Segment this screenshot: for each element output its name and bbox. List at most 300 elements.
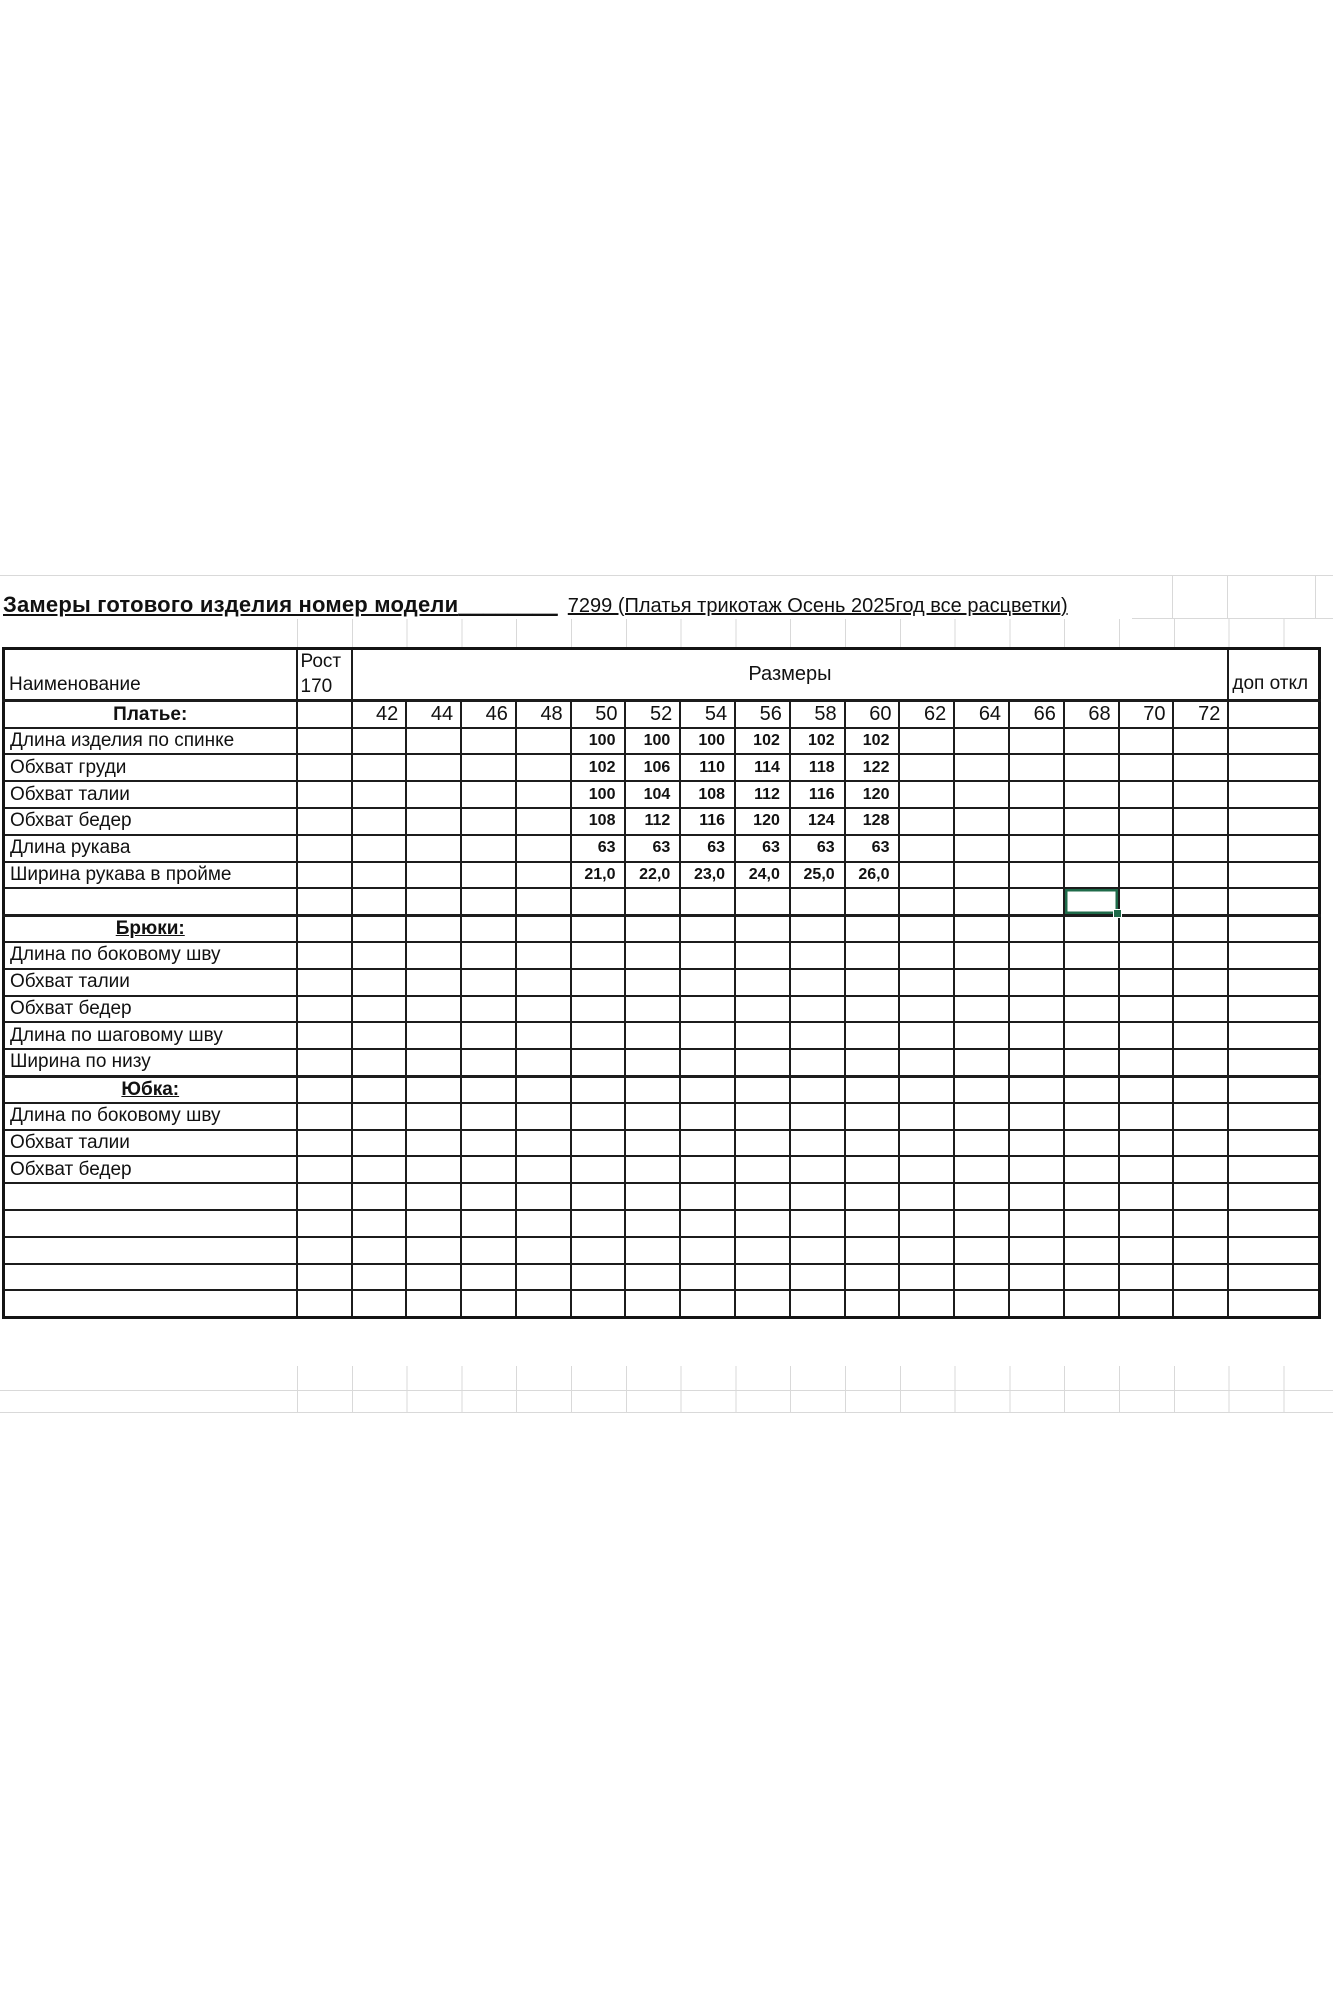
size-cell[interactable] bbox=[1119, 915, 1174, 942]
size-cell[interactable]: 50 bbox=[571, 701, 626, 728]
size-cell[interactable] bbox=[352, 808, 407, 835]
size-cell[interactable]: 44 bbox=[406, 701, 461, 728]
size-cell[interactable] bbox=[899, 862, 954, 889]
rost-cell[interactable] bbox=[297, 1049, 352, 1076]
size-cell[interactable] bbox=[625, 996, 680, 1023]
size-cell[interactable] bbox=[571, 1290, 626, 1317]
size-cell[interactable] bbox=[845, 996, 900, 1023]
tolerance-cell[interactable] bbox=[1228, 1210, 1319, 1237]
tolerance-cell[interactable] bbox=[1228, 969, 1319, 996]
rost-cell[interactable] bbox=[297, 862, 352, 889]
size-cell[interactable] bbox=[1064, 1103, 1119, 1130]
size-cell[interactable] bbox=[461, 728, 516, 755]
size-cell[interactable] bbox=[406, 1130, 461, 1157]
size-cell[interactable] bbox=[352, 728, 407, 755]
tolerance-cell[interactable] bbox=[1228, 701, 1319, 728]
size-cell[interactable] bbox=[735, 1022, 790, 1049]
size-cell[interactable] bbox=[680, 1210, 735, 1237]
tolerance-cell[interactable] bbox=[1228, 1264, 1319, 1291]
size-cell[interactable] bbox=[1009, 1156, 1064, 1183]
rost-cell[interactable] bbox=[297, 996, 352, 1023]
size-cell[interactable] bbox=[845, 942, 900, 969]
size-cell[interactable] bbox=[735, 1130, 790, 1157]
size-cell[interactable] bbox=[954, 1183, 1009, 1210]
size-cell[interactable]: 112 bbox=[735, 781, 790, 808]
size-cell[interactable] bbox=[461, 808, 516, 835]
row-label-cell[interactable]: Длина изделия по спинке bbox=[4, 728, 297, 755]
row-label-cell[interactable]: Юбка: bbox=[4, 1076, 297, 1103]
size-cell[interactable] bbox=[406, 754, 461, 781]
size-cell[interactable] bbox=[1173, 1130, 1228, 1157]
size-cell[interactable] bbox=[845, 1237, 900, 1264]
size-cell[interactable] bbox=[406, 1290, 461, 1317]
size-cell[interactable] bbox=[1064, 1290, 1119, 1317]
size-cell[interactable] bbox=[1173, 1264, 1228, 1291]
size-cell[interactable]: 114 bbox=[735, 754, 790, 781]
size-cell[interactable] bbox=[571, 1264, 626, 1291]
size-cell[interactable] bbox=[571, 1103, 626, 1130]
size-cell[interactable] bbox=[625, 1210, 680, 1237]
size-cell[interactable] bbox=[790, 888, 845, 915]
size-cell[interactable]: 100 bbox=[571, 781, 626, 808]
tolerance-cell[interactable] bbox=[1228, 1290, 1319, 1317]
rost-cell[interactable] bbox=[297, 1210, 352, 1237]
size-cell[interactable] bbox=[571, 1183, 626, 1210]
size-cell[interactable] bbox=[845, 969, 900, 996]
size-cell[interactable] bbox=[845, 1022, 900, 1049]
size-cell[interactable] bbox=[899, 1290, 954, 1317]
size-cell[interactable]: 102 bbox=[845, 728, 900, 755]
size-cell[interactable]: 63 bbox=[571, 835, 626, 862]
tolerance-cell[interactable] bbox=[1228, 1130, 1319, 1157]
size-cell[interactable] bbox=[406, 1183, 461, 1210]
size-cell[interactable] bbox=[406, 969, 461, 996]
row-label-cell[interactable]: Длина рукава bbox=[4, 835, 297, 862]
size-cell[interactable]: 63 bbox=[680, 835, 735, 862]
size-cell[interactable] bbox=[680, 969, 735, 996]
size-cell[interactable] bbox=[1119, 754, 1174, 781]
size-cell[interactable] bbox=[516, 835, 571, 862]
tolerance-cell[interactable] bbox=[1228, 1103, 1319, 1130]
size-cell[interactable] bbox=[954, 1022, 1009, 1049]
size-cell[interactable] bbox=[1119, 1183, 1174, 1210]
size-cell[interactable] bbox=[1064, 1156, 1119, 1183]
size-cell[interactable]: 72 bbox=[1173, 701, 1228, 728]
size-cell[interactable] bbox=[516, 1130, 571, 1157]
row-label-cell[interactable] bbox=[4, 1210, 297, 1237]
size-cell[interactable] bbox=[735, 1210, 790, 1237]
size-cell[interactable] bbox=[735, 1290, 790, 1317]
size-cell[interactable] bbox=[1173, 1210, 1228, 1237]
size-cell[interactable] bbox=[1064, 996, 1119, 1023]
size-cell[interactable] bbox=[680, 942, 735, 969]
size-cell[interactable] bbox=[1173, 1049, 1228, 1076]
size-cell[interactable] bbox=[790, 1237, 845, 1264]
size-cell[interactable]: 52 bbox=[625, 701, 680, 728]
size-cell[interactable] bbox=[954, 1103, 1009, 1130]
size-cell[interactable] bbox=[1119, 1156, 1174, 1183]
size-cell[interactable] bbox=[1009, 754, 1064, 781]
size-cell[interactable] bbox=[1064, 808, 1119, 835]
size-cell[interactable] bbox=[735, 1237, 790, 1264]
row-label-cell[interactable]: Длина по шаговому шву bbox=[4, 1022, 297, 1049]
size-cell[interactable] bbox=[1173, 728, 1228, 755]
size-cell[interactable] bbox=[899, 808, 954, 835]
size-cell[interactable] bbox=[571, 969, 626, 996]
size-cell[interactable] bbox=[1119, 1130, 1174, 1157]
row-label-cell[interactable]: Обхват бедер bbox=[4, 996, 297, 1023]
size-cell[interactable] bbox=[352, 1049, 407, 1076]
size-cell[interactable] bbox=[899, 942, 954, 969]
size-cell[interactable] bbox=[352, 888, 407, 915]
tolerance-cell[interactable] bbox=[1228, 1237, 1319, 1264]
size-cell[interactable] bbox=[790, 969, 845, 996]
header-tolerance-cell[interactable]: доп откл bbox=[1228, 649, 1319, 701]
size-cell[interactable] bbox=[516, 1183, 571, 1210]
size-cell[interactable] bbox=[899, 1237, 954, 1264]
size-cell[interactable] bbox=[1119, 781, 1174, 808]
size-cell[interactable] bbox=[1009, 1076, 1064, 1103]
size-cell[interactable] bbox=[1064, 1183, 1119, 1210]
rost-cell[interactable] bbox=[297, 1237, 352, 1264]
size-cell[interactable] bbox=[516, 808, 571, 835]
size-cell[interactable] bbox=[461, 1130, 516, 1157]
size-cell[interactable] bbox=[1119, 996, 1174, 1023]
rost-cell[interactable] bbox=[297, 754, 352, 781]
size-cell[interactable] bbox=[406, 808, 461, 835]
rost-cell[interactable] bbox=[297, 808, 352, 835]
size-cell[interactable] bbox=[899, 781, 954, 808]
row-label-cell[interactable]: Длина по боковому шву bbox=[4, 1103, 297, 1130]
size-cell[interactable] bbox=[1173, 969, 1228, 996]
size-cell[interactable] bbox=[1009, 996, 1064, 1023]
size-cell[interactable] bbox=[1173, 915, 1228, 942]
size-cell[interactable] bbox=[406, 1049, 461, 1076]
size-cell[interactable] bbox=[461, 942, 516, 969]
size-cell[interactable] bbox=[516, 781, 571, 808]
size-cell[interactable] bbox=[1119, 1076, 1174, 1103]
size-cell[interactable] bbox=[1064, 781, 1119, 808]
size-cell[interactable] bbox=[954, 781, 1009, 808]
size-cell[interactable] bbox=[571, 996, 626, 1023]
size-cell[interactable] bbox=[1173, 862, 1228, 889]
size-cell[interactable] bbox=[790, 1290, 845, 1317]
size-cell[interactable]: 62 bbox=[899, 701, 954, 728]
size-cell[interactable]: 63 bbox=[790, 835, 845, 862]
size-cell[interactable] bbox=[571, 1210, 626, 1237]
row-label-cell[interactable]: Обхват талии bbox=[4, 969, 297, 996]
size-cell[interactable] bbox=[571, 942, 626, 969]
size-cell[interactable] bbox=[571, 1049, 626, 1076]
rost-cell[interactable] bbox=[297, 1076, 352, 1103]
size-cell[interactable] bbox=[352, 781, 407, 808]
size-cell[interactable]: 108 bbox=[571, 808, 626, 835]
size-cell[interactable] bbox=[1009, 1022, 1064, 1049]
size-cell[interactable] bbox=[516, 1103, 571, 1130]
size-cell[interactable] bbox=[1009, 1210, 1064, 1237]
rost-cell[interactable] bbox=[297, 701, 352, 728]
size-cell[interactable] bbox=[954, 1237, 1009, 1264]
size-cell[interactable]: 70 bbox=[1119, 701, 1174, 728]
size-cell[interactable] bbox=[954, 754, 1009, 781]
size-cell[interactable] bbox=[461, 862, 516, 889]
size-cell[interactable]: 24,0 bbox=[735, 862, 790, 889]
size-cell[interactable] bbox=[790, 1264, 845, 1291]
size-cell[interactable] bbox=[954, 915, 1009, 942]
size-cell[interactable] bbox=[680, 1290, 735, 1317]
size-cell[interactable] bbox=[1119, 888, 1174, 915]
size-cell[interactable] bbox=[406, 1264, 461, 1291]
size-cell[interactable] bbox=[790, 1130, 845, 1157]
size-cell[interactable] bbox=[1009, 1103, 1064, 1130]
size-cell[interactable] bbox=[571, 1237, 626, 1264]
size-cell[interactable] bbox=[1064, 942, 1119, 969]
size-cell[interactable] bbox=[680, 1237, 735, 1264]
size-cell[interactable] bbox=[406, 1022, 461, 1049]
rost-cell[interactable] bbox=[297, 728, 352, 755]
row-label-cell[interactable] bbox=[4, 1183, 297, 1210]
size-cell[interactable]: 120 bbox=[735, 808, 790, 835]
tolerance-cell[interactable] bbox=[1228, 1183, 1319, 1210]
size-cell[interactable] bbox=[571, 888, 626, 915]
rost-cell[interactable] bbox=[297, 942, 352, 969]
size-cell[interactable] bbox=[461, 1022, 516, 1049]
rost-cell[interactable] bbox=[297, 969, 352, 996]
size-cell[interactable]: 46 bbox=[461, 701, 516, 728]
size-cell[interactable] bbox=[406, 915, 461, 942]
size-cell[interactable] bbox=[954, 1156, 1009, 1183]
size-cell[interactable] bbox=[1064, 1210, 1119, 1237]
size-cell[interactable] bbox=[406, 862, 461, 889]
size-cell[interactable] bbox=[899, 1049, 954, 1076]
size-cell[interactable] bbox=[735, 888, 790, 915]
row-label-cell[interactable]: Ширина рукава в пройме bbox=[4, 862, 297, 889]
size-cell[interactable] bbox=[735, 915, 790, 942]
row-label-cell[interactable]: Обхват бедер bbox=[4, 808, 297, 835]
size-cell[interactable] bbox=[735, 1183, 790, 1210]
size-cell[interactable] bbox=[461, 1264, 516, 1291]
size-cell[interactable] bbox=[845, 1264, 900, 1291]
size-cell[interactable] bbox=[735, 969, 790, 996]
row-label-cell[interactable] bbox=[4, 888, 297, 915]
tolerance-cell[interactable] bbox=[1228, 915, 1319, 942]
size-cell[interactable] bbox=[954, 835, 1009, 862]
size-cell[interactable] bbox=[406, 888, 461, 915]
size-cell[interactable] bbox=[1119, 1237, 1174, 1264]
rost-cell[interactable] bbox=[297, 1103, 352, 1130]
size-cell[interactable] bbox=[899, 754, 954, 781]
size-cell[interactable] bbox=[461, 835, 516, 862]
row-label-cell[interactable]: Длина по боковому шву bbox=[4, 942, 297, 969]
size-cell[interactable]: 100 bbox=[625, 728, 680, 755]
size-cell[interactable] bbox=[790, 1183, 845, 1210]
size-cell[interactable] bbox=[899, 1022, 954, 1049]
size-cell[interactable] bbox=[625, 1103, 680, 1130]
size-cell[interactable] bbox=[625, 1022, 680, 1049]
rost-cell[interactable] bbox=[297, 1290, 352, 1317]
size-cell[interactable] bbox=[352, 1264, 407, 1291]
size-cell[interactable] bbox=[735, 1103, 790, 1130]
size-cell[interactable] bbox=[1173, 996, 1228, 1023]
size-cell[interactable]: 21,0 bbox=[571, 862, 626, 889]
size-cell[interactable] bbox=[1064, 969, 1119, 996]
size-cell[interactable] bbox=[352, 1103, 407, 1130]
size-cell[interactable] bbox=[461, 1156, 516, 1183]
size-cell[interactable] bbox=[735, 1076, 790, 1103]
size-cell[interactable] bbox=[516, 1264, 571, 1291]
size-cell[interactable] bbox=[352, 969, 407, 996]
tolerance-cell[interactable] bbox=[1228, 728, 1319, 755]
size-cell[interactable] bbox=[461, 1290, 516, 1317]
rost-cell[interactable] bbox=[297, 1264, 352, 1291]
size-cell[interactable] bbox=[461, 915, 516, 942]
size-cell[interactable]: 63 bbox=[845, 835, 900, 862]
row-label-cell[interactable]: Ширина по низу bbox=[4, 1049, 297, 1076]
tolerance-cell[interactable] bbox=[1228, 781, 1319, 808]
size-cell[interactable] bbox=[516, 1076, 571, 1103]
rost-cell[interactable] bbox=[297, 835, 352, 862]
size-cell[interactable] bbox=[516, 1049, 571, 1076]
size-cell[interactable] bbox=[352, 915, 407, 942]
size-cell[interactable]: 100 bbox=[571, 728, 626, 755]
size-cell[interactable] bbox=[625, 1183, 680, 1210]
size-cell[interactable]: 23,0 bbox=[680, 862, 735, 889]
size-cell[interactable] bbox=[1064, 728, 1119, 755]
size-cell[interactable]: 26,0 bbox=[845, 862, 900, 889]
size-cell[interactable] bbox=[954, 942, 1009, 969]
size-cell[interactable] bbox=[899, 1156, 954, 1183]
size-cell[interactable] bbox=[1064, 1237, 1119, 1264]
size-cell[interactable] bbox=[1173, 835, 1228, 862]
size-cell[interactable] bbox=[571, 1076, 626, 1103]
size-cell[interactable] bbox=[1009, 888, 1064, 915]
size-cell[interactable] bbox=[516, 1022, 571, 1049]
size-cell[interactable] bbox=[845, 1156, 900, 1183]
size-cell[interactable] bbox=[571, 1156, 626, 1183]
size-cell[interactable] bbox=[1064, 835, 1119, 862]
size-cell[interactable] bbox=[1173, 1022, 1228, 1049]
size-cell[interactable] bbox=[954, 1076, 1009, 1103]
row-label-cell[interactable]: Обхват бедер bbox=[4, 1156, 297, 1183]
size-cell[interactable] bbox=[1009, 1130, 1064, 1157]
row-label-cell[interactable] bbox=[4, 1290, 297, 1317]
size-cell[interactable] bbox=[1009, 728, 1064, 755]
size-cell[interactable]: 42 bbox=[352, 701, 407, 728]
size-cell[interactable] bbox=[1173, 1290, 1228, 1317]
rost-cell[interactable] bbox=[297, 1130, 352, 1157]
size-cell[interactable] bbox=[680, 1049, 735, 1076]
size-cell[interactable] bbox=[516, 1237, 571, 1264]
size-cell[interactable]: 108 bbox=[680, 781, 735, 808]
size-cell[interactable] bbox=[352, 862, 407, 889]
size-cell[interactable] bbox=[625, 1156, 680, 1183]
row-label-cell[interactable]: Обхват груди bbox=[4, 754, 297, 781]
tolerance-cell[interactable] bbox=[1228, 808, 1319, 835]
size-cell[interactable]: 118 bbox=[790, 754, 845, 781]
size-cell[interactable] bbox=[406, 1156, 461, 1183]
size-cell[interactable] bbox=[680, 1130, 735, 1157]
size-cell[interactable] bbox=[790, 942, 845, 969]
size-cell[interactable]: 100 bbox=[680, 728, 735, 755]
size-cell[interactable] bbox=[735, 942, 790, 969]
size-cell[interactable] bbox=[1064, 1130, 1119, 1157]
size-cell[interactable] bbox=[461, 1183, 516, 1210]
size-cell[interactable] bbox=[790, 996, 845, 1023]
size-cell[interactable]: 54 bbox=[680, 701, 735, 728]
size-cell[interactable] bbox=[1173, 1076, 1228, 1103]
size-cell[interactable] bbox=[352, 1290, 407, 1317]
size-cell[interactable] bbox=[625, 1264, 680, 1291]
size-cell[interactable]: 102 bbox=[735, 728, 790, 755]
size-cell[interactable] bbox=[790, 1076, 845, 1103]
size-cell[interactable] bbox=[352, 1076, 407, 1103]
rost-cell[interactable] bbox=[297, 781, 352, 808]
size-cell[interactable] bbox=[790, 915, 845, 942]
row-label-cell[interactable]: Брюки: bbox=[4, 915, 297, 942]
size-cell[interactable] bbox=[845, 1076, 900, 1103]
size-cell[interactable] bbox=[1119, 1022, 1174, 1049]
size-cell[interactable] bbox=[1119, 728, 1174, 755]
size-cell[interactable] bbox=[352, 1183, 407, 1210]
size-cell[interactable]: 66 bbox=[1009, 701, 1064, 728]
size-cell[interactable] bbox=[1009, 969, 1064, 996]
size-cell[interactable] bbox=[406, 996, 461, 1023]
size-cell[interactable] bbox=[680, 1076, 735, 1103]
size-cell[interactable] bbox=[1173, 754, 1228, 781]
size-cell[interactable]: 48 bbox=[516, 701, 571, 728]
size-cell[interactable] bbox=[1173, 781, 1228, 808]
size-cell[interactable] bbox=[1064, 862, 1119, 889]
size-cell[interactable]: 104 bbox=[625, 781, 680, 808]
size-cell[interactable] bbox=[954, 1130, 1009, 1157]
size-cell[interactable]: 64 bbox=[954, 701, 1009, 728]
tolerance-cell[interactable] bbox=[1228, 888, 1319, 915]
size-cell[interactable] bbox=[516, 728, 571, 755]
size-cell[interactable] bbox=[899, 1130, 954, 1157]
tolerance-cell[interactable] bbox=[1228, 1076, 1319, 1103]
size-cell[interactable] bbox=[1009, 1237, 1064, 1264]
size-cell[interactable]: 56 bbox=[735, 701, 790, 728]
size-cell[interactable] bbox=[461, 1237, 516, 1264]
size-cell[interactable] bbox=[845, 1210, 900, 1237]
size-cell[interactable] bbox=[899, 1103, 954, 1130]
size-cell[interactable] bbox=[571, 1022, 626, 1049]
size-cell[interactable] bbox=[899, 915, 954, 942]
size-cell[interactable] bbox=[1009, 781, 1064, 808]
size-cell[interactable] bbox=[516, 1156, 571, 1183]
row-label-cell[interactable] bbox=[4, 1264, 297, 1291]
size-cell[interactable] bbox=[406, 942, 461, 969]
size-cell[interactable] bbox=[1119, 1210, 1174, 1237]
tolerance-cell[interactable] bbox=[1228, 862, 1319, 889]
size-cell[interactable]: 102 bbox=[571, 754, 626, 781]
size-cell[interactable] bbox=[954, 1264, 1009, 1291]
size-cell[interactable] bbox=[790, 1210, 845, 1237]
size-cell[interactable]: 112 bbox=[625, 808, 680, 835]
size-cell[interactable]: 25,0 bbox=[790, 862, 845, 889]
size-cell[interactable] bbox=[625, 1237, 680, 1264]
size-cell[interactable] bbox=[845, 1130, 900, 1157]
size-cell[interactable] bbox=[1009, 808, 1064, 835]
size-cell[interactable]: 102 bbox=[790, 728, 845, 755]
row-label-cell[interactable] bbox=[4, 1237, 297, 1264]
size-cell[interactable] bbox=[1119, 969, 1174, 996]
size-cell[interactable] bbox=[1173, 888, 1228, 915]
size-cell[interactable] bbox=[625, 1076, 680, 1103]
size-cell[interactable] bbox=[625, 969, 680, 996]
size-cell[interactable] bbox=[735, 1264, 790, 1291]
tolerance-cell[interactable] bbox=[1228, 754, 1319, 781]
